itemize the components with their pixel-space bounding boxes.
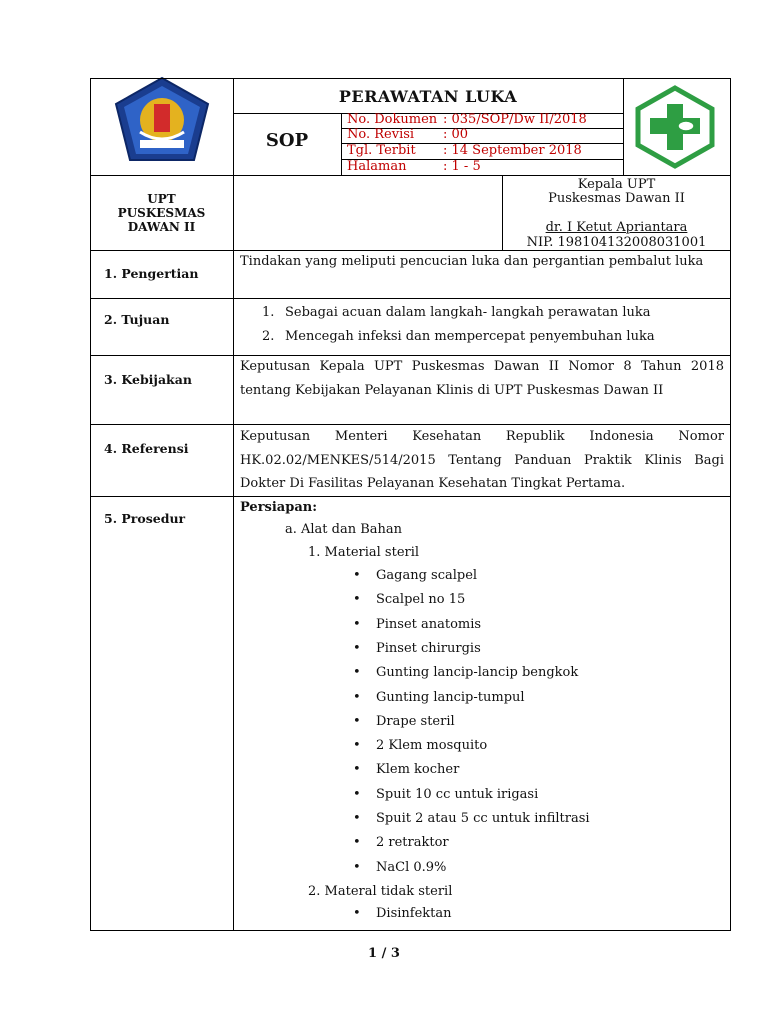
bullet-icon: • (353, 713, 361, 729)
steril-item: Gunting lancip-lancip bengkok (376, 665, 579, 681)
divider (90, 175, 731, 176)
revision-value: : 00 (443, 127, 469, 142)
divider (90, 298, 731, 299)
bullet-icon: • (353, 616, 361, 632)
institution-line-2: PUSKESMAS (117, 206, 206, 220)
bullet-icon: • (353, 906, 361, 921)
issue-date-label: Tgl. Terbit (347, 143, 416, 158)
signatory-name: dr. I Ketut Apriantara (545, 220, 688, 235)
steril-item: Spuit 2 atau 5 cc untuk infiltrasi (376, 811, 590, 826)
bullet-icon: • (353, 568, 361, 583)
steril-item: Drape steril (376, 713, 455, 729)
steril-item: Pinset chirurgis (376, 640, 481, 656)
issue-date-value: : 14 September 2018 (443, 143, 582, 158)
prosedur-heading: Persiapan: (240, 500, 317, 515)
doc-number-value: : 035/SOP/Dw II/2018 (443, 112, 587, 127)
bullet-icon: • (353, 811, 361, 826)
bullet-icon: • (353, 738, 361, 754)
doc-number-label: No. Dokumen (347, 112, 438, 127)
steril-item: Klem kocher (376, 762, 460, 778)
section-label-pengertian: 1. Pengertian (104, 266, 199, 281)
signatory-org: Puskesmas Dawan II (548, 191, 685, 206)
divider (623, 78, 624, 175)
referensi-text: Keputusan Menteri Kesehatan Republik Indonesia Nomor HK.02.02/MENKES/514/2015 Tentang Panduan Praktik Klinis Bagi Dokter Di Fasilitas Pelayanan Kesehatan Tingkat Pertama. (240, 429, 724, 491)
bullet-icon: • (353, 640, 361, 656)
page-number: 1 / 3 (368, 946, 400, 961)
bullet-icon: • (353, 859, 361, 875)
revision-label: No. Revisi (347, 127, 415, 142)
bullet-icon: • (353, 762, 361, 778)
bullet-icon: • (353, 592, 361, 608)
section-label-tujuan: 2. Tujuan (104, 312, 170, 327)
tujuan-item-1: Sebagai acuan dalam langkah- langkah perawatan luka (285, 305, 651, 320)
signatory-position: Kepala UPT (577, 177, 656, 192)
institution-line-3: DAWAN II (127, 220, 196, 234)
document-title: PERAWATAN LUKA (338, 87, 518, 106)
page-count-label: Halaman (347, 159, 407, 174)
institution-line-1: UPT (147, 192, 176, 206)
tujuan-item-2-number: 2. (262, 329, 275, 344)
steril-item: Gunting lancip-tumpul (376, 689, 525, 705)
prosedur-sub-2: 2. Materal tidak steril (308, 884, 453, 899)
steril-item: Pinset anatomis (376, 616, 482, 632)
nonsteril-item: Disinfektan (376, 906, 452, 921)
sop-label: SOP (265, 130, 309, 151)
pengertian-text: Tindakan yang meliputi pencucian luka dan pergantian pembalut luka (240, 254, 704, 269)
tujuan-item-2: Mencegah infeksi dan mempercepat penyembuhan luka (285, 329, 655, 344)
bullet-icon: • (353, 786, 361, 802)
section-label-referensi: 4. Referensi (104, 441, 189, 456)
steril-item: 2 Klem mosquito (376, 738, 488, 754)
bullet-icon: • (353, 665, 361, 681)
steril-item: Gagang scalpel (376, 568, 478, 583)
divider (233, 250, 234, 931)
divider (90, 496, 731, 497)
page-count-value: : 1 - 5 (443, 159, 481, 174)
steril-item: Scalpel no 15 (376, 592, 466, 608)
divider (341, 113, 342, 175)
steril-item: NaCl 0.9% (376, 859, 447, 875)
tujuan-item-1-number: 1. (262, 305, 275, 320)
steril-item: Spuit 10 cc untuk irigasi (376, 786, 539, 802)
steril-item: 2 retraktor (376, 835, 449, 851)
prosedur-sub-1: 1. Material steril (308, 545, 420, 560)
bullet-icon: • (353, 835, 361, 851)
bullet-icon: • (353, 689, 361, 705)
section-label-prosedur: 5. Prosedur (104, 511, 186, 526)
section-label-kebijakan: 3. Kebijakan (104, 372, 192, 387)
kebijakan-text: Keputusan Kepala UPT Puskesmas Dawan II Nomor 8 Tahun 2018 tentang Kebijakan Pelayanan Klinis di UPT Puskesmas Dawan II (240, 359, 724, 398)
prosedur-sub-a: a. Alat dan Bahan (285, 522, 403, 537)
signatory-nip: NIP. 198104132008031001 (526, 235, 707, 250)
